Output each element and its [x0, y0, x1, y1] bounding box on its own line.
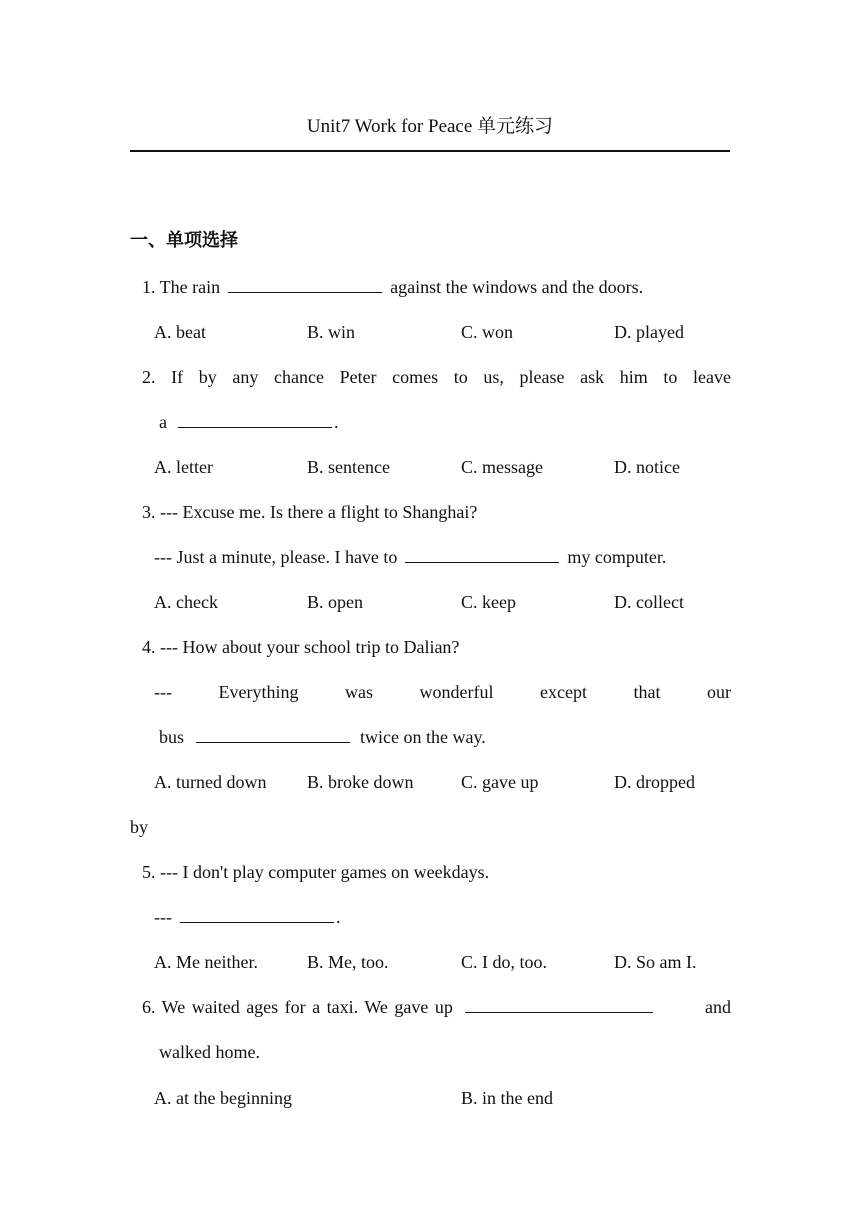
question-2-option-b: B. sentence	[307, 457, 390, 477]
question-6-text-end: and	[705, 997, 731, 1017]
question-4-text-end: twice on the way.	[360, 727, 486, 747]
question-2-option-a: A. letter	[154, 457, 213, 477]
question-6-stem-cont: walked home.	[159, 1042, 260, 1062]
question-1-option-b: B. win	[307, 322, 356, 342]
question-3-option-b: B. open	[307, 592, 363, 612]
title-rule	[130, 150, 730, 152]
question-5-reply	[154, 904, 340, 930]
question-4-text: bus	[159, 727, 185, 747]
question-5-text-end: .	[335, 907, 341, 927]
question-3-stem: 3. --- Excuse me. Is there a flight to Shanghai?	[142, 502, 478, 522]
question-6-stem	[142, 994, 731, 1020]
question-4-reply: --- Everything was wonderful except that our	[154, 682, 731, 702]
question-6-text: 6. We waited ages for a taxi. We gave up	[142, 997, 453, 1017]
answer-blank	[196, 724, 350, 743]
answer-blank	[405, 544, 559, 563]
question-5-stem: 5. --- I don't play computer games on weekdays.	[142, 862, 490, 882]
question-1-text: 1. The rain	[142, 277, 221, 297]
question-5-option-d: D. So am I.	[614, 952, 697, 972]
page-title: Unit7 Work for Peace 单元练习	[306, 116, 554, 137]
question-3-option-a: A. check	[154, 592, 218, 612]
question-3-option-c: C. keep	[461, 592, 516, 612]
question-2-option-d: D. notice	[614, 457, 680, 477]
question-2-text: a	[159, 412, 167, 432]
question-6-option-b: B. in the end	[461, 1088, 553, 1108]
question-4-option-a: A. turned down	[154, 772, 267, 792]
question-3-stem-cont	[154, 544, 666, 570]
question-2-option-c: C. message	[461, 457, 543, 477]
question-5-text: ---	[154, 907, 172, 927]
answer-blank	[180, 904, 334, 923]
answer-blank	[228, 274, 382, 293]
question-3-text: --- Just a minute, please. I have to	[154, 547, 398, 567]
question-5-option-b: B. Me, too.	[307, 952, 389, 972]
question-1-text-end: against the windows and the doors.	[390, 277, 644, 297]
question-1-option-d: D. played	[614, 322, 684, 342]
question-3-option-d: D. collect	[614, 592, 684, 612]
question-5-option-c: C. I do, too.	[461, 952, 548, 972]
answer-blank	[465, 994, 653, 1013]
question-2-stem: 2. If by any chance Peter comes to us, please ask him to leave	[142, 367, 731, 387]
question-4-option-c: C. gave up	[461, 772, 539, 792]
question-4-option-d: D. dropped	[614, 772, 695, 792]
question-1-stem	[142, 274, 643, 300]
question-1-option-a: A. beat	[154, 322, 206, 342]
question-4-option-d-wrap: by	[130, 817, 148, 837]
question-2-text-end: .	[334, 412, 339, 432]
section-heading: 一、单项选择	[130, 230, 238, 251]
answer-blank	[178, 409, 332, 428]
question-5-option-a: A. Me neither.	[154, 952, 258, 972]
question-1-option-c: C. won	[461, 322, 514, 342]
question-3-text-end: my computer.	[567, 547, 667, 567]
question-6-option-a: A. at the beginning	[154, 1088, 292, 1108]
question-2-stem-cont	[159, 409, 339, 435]
question-4-reply-cont	[159, 724, 486, 750]
question-4-stem: 4. --- How about your school trip to Dalian?	[142, 637, 460, 657]
question-4-option-b: B. broke down	[307, 772, 414, 792]
